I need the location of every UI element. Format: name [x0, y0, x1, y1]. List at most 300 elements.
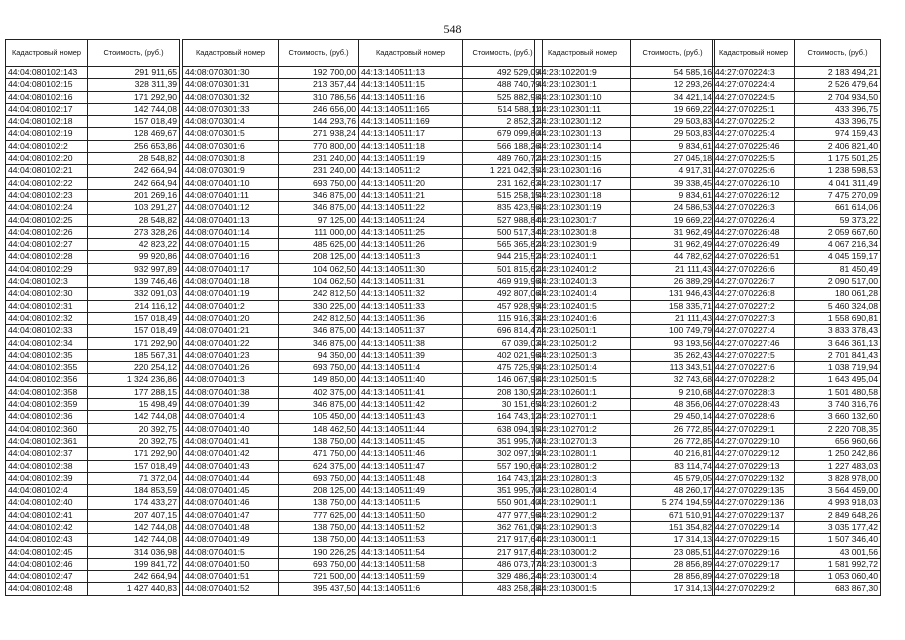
table-row: [713, 251, 881, 263]
cadastral-number-cell: 44:04:080102:361: [6, 435, 88, 447]
cost-cell: 4 993 918,03: [795, 497, 881, 509]
table-row: [535, 509, 715, 521]
cadastral-number-cell: 44:04:080102:26: [6, 226, 88, 238]
table-row: [713, 460, 881, 472]
cost-cell: 208 125,00: [279, 251, 359, 263]
table-row: [359, 79, 543, 91]
table-row: [535, 374, 715, 386]
cadastral-number-cell: 44:08:070401:11: [183, 189, 279, 201]
table-row: [535, 534, 715, 546]
cost-cell: 103 291,27: [88, 202, 180, 214]
cost-cell: 475 725,99: [463, 362, 543, 374]
table-row: [535, 300, 715, 312]
header-cadastral-number: Кадастровый номер: [535, 40, 631, 67]
table-row: [713, 583, 881, 595]
table-row: [183, 312, 359, 324]
table-row: [183, 337, 359, 349]
cost-cell: 256 653,86: [88, 140, 180, 152]
cost-cell: 721 500,00: [279, 571, 359, 583]
cadastral-number-cell: 44:04:080102:359: [6, 399, 88, 411]
cadastral-number-cell: 44:13:140511:33: [359, 300, 463, 312]
cost-cell: 932 997,89: [88, 263, 180, 275]
table-row: [6, 558, 180, 570]
table-row: [713, 67, 881, 79]
cost-cell: 471 750,00: [279, 448, 359, 460]
cadastral-number-cell: 44:13:140511:19: [359, 153, 463, 165]
table-row: [535, 521, 715, 533]
table-header: [6, 40, 180, 67]
table-row: [6, 103, 180, 115]
cadastral-number-cell: 44:08:070401:38: [183, 386, 279, 398]
table-row: [713, 128, 881, 140]
cadastral-number-cell: 44:23:102301:19: [535, 202, 631, 214]
cost-cell: 9 210,68: [631, 386, 715, 398]
cost-cell: 2 220 708,35: [795, 423, 881, 435]
cost-cell: 483 258,28: [463, 583, 543, 595]
cadastral-number-cell: 44:04:080102:15: [6, 79, 88, 91]
cost-table-5: [712, 39, 881, 596]
table-row: [359, 189, 543, 201]
cost-cell: 9 834,61: [631, 140, 715, 152]
table-row: [713, 214, 881, 226]
page-number: 548: [443, 22, 462, 36]
cost-cell: 557 190,60: [463, 460, 543, 472]
cost-cell: 174 433,27: [88, 497, 180, 509]
cadastral-number-cell: 44:23:103001:3: [535, 558, 631, 570]
cadastral-number-cell: 44:08:070401:49: [183, 534, 279, 546]
table-row: [535, 67, 715, 79]
cost-cell: 1 227 483,03: [795, 460, 881, 472]
table-row: [535, 460, 715, 472]
cost-cell: 29 503,83: [631, 116, 715, 128]
table-row: [6, 251, 180, 263]
table-row: [359, 312, 543, 324]
cadastral-number-cell: 44:27:070229:2: [713, 583, 795, 595]
cost-cell: 242 812,50: [279, 288, 359, 300]
cost-cell: 514 588,11: [463, 103, 543, 115]
cost-cell: 128 469,67: [88, 128, 180, 140]
cost-cell: 111 000,00: [279, 226, 359, 238]
cost-cell: 5 274 194,59: [631, 497, 715, 509]
cadastral-number-cell: 44:27:070226:48: [713, 226, 795, 238]
cadastral-number-cell: 44:13:140511:53: [359, 534, 463, 546]
cadastral-number-cell: 44:23:102301:11: [535, 103, 631, 115]
table-row: [713, 521, 881, 533]
cost-cell: 565 365,82: [463, 239, 543, 251]
cadastral-number-cell: 44:23:102901:3: [535, 521, 631, 533]
cost-cell: 9 834,61: [631, 189, 715, 201]
table-row: [183, 374, 359, 386]
table-row: [359, 411, 543, 423]
table-row: [713, 300, 881, 312]
cadastral-number-cell: 44:04:080102:45: [6, 546, 88, 558]
cost-cell: 2 701 841,43: [795, 349, 881, 361]
cost-cell: 351 995,70: [463, 435, 543, 447]
cadastral-number-cell: 44:27:070229:137: [713, 509, 795, 521]
table-row: [6, 189, 180, 201]
table-row: [359, 67, 543, 79]
cost-cell: 488 740,79: [463, 79, 543, 91]
cadastral-number-cell: 44:04:080102:46: [6, 558, 88, 570]
cadastral-number-cell: 44:08:070401:40: [183, 423, 279, 435]
table-row: [6, 214, 180, 226]
cadastral-number-cell: 44:13:140511:20: [359, 177, 463, 189]
header-cadastral-number: Кадастровый номер: [359, 40, 463, 67]
cost-cell: 164 743,12: [463, 411, 543, 423]
cadastral-number-cell: 44:23:102301:18: [535, 189, 631, 201]
cost-cell: 144 293,76: [279, 116, 359, 128]
cadastral-number-cell: 44:04:080102:3: [6, 276, 88, 288]
header-cost: Стоимость, (руб.): [463, 40, 543, 67]
cadastral-number-cell: 44:27:070227:5: [713, 349, 795, 361]
table-row: [6, 472, 180, 484]
table-row: [713, 435, 881, 447]
cadastral-number-cell: 44:23:102301:17: [535, 177, 631, 189]
table-header: [183, 40, 359, 67]
cadastral-number-cell: 44:27:070228:6: [713, 411, 795, 423]
cadastral-number-cell: 44:13:140511:26: [359, 239, 463, 251]
table-row: [713, 386, 881, 398]
table-row: [713, 91, 881, 103]
cost-cell: 2 849 648,26: [795, 509, 881, 521]
cost-cell: 835 423,56: [463, 202, 543, 214]
cost-cell: 220 254,12: [88, 362, 180, 374]
cost-cell: 346 875,00: [279, 337, 359, 349]
cost-cell: 138 750,00: [279, 521, 359, 533]
cost-cell: 149 850,00: [279, 374, 359, 386]
table-row: [713, 349, 881, 361]
cadastral-number-cell: 44:08:070301:32: [183, 91, 279, 103]
cadastral-number-cell: 44:27:070224:5: [713, 91, 795, 103]
table-row: [183, 411, 359, 423]
cadastral-number-cell: 44:23:102501:1: [535, 325, 631, 337]
cadastral-number-cell: 44:08:070301:9: [183, 165, 279, 177]
table-row: [359, 202, 543, 214]
cost-cell: 32 743,68: [631, 374, 715, 386]
cadastral-number-cell: 44:23:103001:2: [535, 546, 631, 558]
cadastral-number-cell: 44:23:102401:4: [535, 288, 631, 300]
cost-cell: 97 125,00: [279, 214, 359, 226]
cost-cell: 477 977,96: [463, 509, 543, 521]
cadastral-number-cell: 44:13:140511:38: [359, 337, 463, 349]
cadastral-number-cell: 44:23:102501:3: [535, 349, 631, 361]
table-row: [535, 288, 715, 300]
cost-cell: 67 039,03: [463, 337, 543, 349]
cost-cell: 131 946,43: [631, 288, 715, 300]
cost-cell: 59 373,22: [795, 214, 881, 226]
cost-cell: 2 526 479,64: [795, 79, 881, 91]
cost-cell: 693 750,00: [279, 177, 359, 189]
table-row: [6, 583, 180, 595]
cost-cell: 29 450,14: [631, 411, 715, 423]
table-row: [535, 362, 715, 374]
table-row: [183, 472, 359, 484]
table-row: [359, 263, 543, 275]
table-row: [359, 472, 543, 484]
cadastral-number-cell: 44:08:070401:47: [183, 509, 279, 521]
cost-cell: 693 750,00: [279, 362, 359, 374]
cadastral-number-cell: 44:27:070229:135: [713, 485, 795, 497]
table-row: [6, 276, 180, 288]
table-row: [359, 153, 543, 165]
cost-cell: 501 815,62: [463, 263, 543, 275]
table-row: [713, 325, 881, 337]
cadastral-number-cell: 44:13:140511:16: [359, 91, 463, 103]
cost-cell: 2 059 667,60: [795, 226, 881, 238]
table-row: [359, 251, 543, 263]
cadastral-number-cell: 44:27:070226:7: [713, 276, 795, 288]
cadastral-number-cell: 44:04:080102:358: [6, 386, 88, 398]
cadastral-number-cell: 44:13:140511:45: [359, 435, 463, 447]
table-row: [535, 337, 715, 349]
cost-cell: 395 437,50: [279, 583, 359, 595]
table-row: [535, 546, 715, 558]
table-row: [535, 399, 715, 411]
table-row: [713, 337, 881, 349]
cadastral-number-cell: 44:08:070401:15: [183, 239, 279, 251]
table-row: [183, 300, 359, 312]
cadastral-number-cell: 44:27:070225:46: [713, 140, 795, 152]
cadastral-number-cell: 44:23:102301:8: [535, 226, 631, 238]
table-row: [183, 571, 359, 583]
table-row: [713, 239, 881, 251]
table-row: [535, 312, 715, 324]
table-row: [6, 448, 180, 460]
table-row: [6, 226, 180, 238]
cost-cell: 1 038 719,94: [795, 362, 881, 374]
table-row: [535, 411, 715, 423]
cost-cell: 26 772,85: [631, 435, 715, 447]
table-row: [6, 263, 180, 275]
cost-cell: 158 335,71: [631, 300, 715, 312]
cadastral-number-cell: 44:23:102401:1: [535, 251, 631, 263]
header-cost: Стоимость, (руб.): [279, 40, 359, 67]
cost-cell: 231 240,00: [279, 153, 359, 165]
table-row: [535, 140, 715, 152]
cadastral-number-cell: 44:04:080102:30: [6, 288, 88, 300]
cadastral-number-cell: 44:08:070301:30: [183, 67, 279, 79]
table-row: [6, 116, 180, 128]
cadastral-number-cell: 44:27:070229:136: [713, 497, 795, 509]
cadastral-number-cell: 44:27:070229:14: [713, 521, 795, 533]
cadastral-number-cell: 44:23:102301:9: [535, 239, 631, 251]
cadastral-number-cell: 44:13:140511:5: [359, 497, 463, 509]
cadastral-number-cell: 44:13:140511:22: [359, 202, 463, 214]
cadastral-number-cell: 44:08:070301:5: [183, 128, 279, 140]
cadastral-number-cell: 44:13:140511:37: [359, 325, 463, 337]
cost-cell: 157 018,49: [88, 116, 180, 128]
cost-cell: 1 643 495,04: [795, 374, 881, 386]
cadastral-number-cell: 44:04:080102:360: [6, 423, 88, 435]
cadastral-number-cell: 44:23:103001:5: [535, 583, 631, 595]
cost-cell: 5 460 324,08: [795, 300, 881, 312]
cadastral-number-cell: 44:04:080102:48: [6, 583, 88, 595]
cost-cell: 433 396,75: [795, 103, 881, 115]
cost-cell: 2 406 821,40: [795, 140, 881, 152]
cost-cell: 2 090 517,00: [795, 276, 881, 288]
cost-cell: 139 746,46: [88, 276, 180, 288]
cadastral-number-cell: 44:23:102401:3: [535, 276, 631, 288]
header-cadastral-number: Кадастровый номер: [183, 40, 279, 67]
cost-cell: 24 586,53: [631, 202, 715, 214]
cadastral-number-cell: 44:23:102701:2: [535, 423, 631, 435]
cost-cell: 3 660 132,60: [795, 411, 881, 423]
cost-cell: 104 062,50: [279, 263, 359, 275]
cadastral-number-cell: 44:23:102701:1: [535, 411, 631, 423]
cadastral-number-cell: 44:04:080102:19: [6, 128, 88, 140]
table-row: [6, 67, 180, 79]
cadastral-number-cell: 44:04:080102:28: [6, 251, 88, 263]
cost-cell: 190 226,25: [279, 546, 359, 558]
cost-cell: 291 911,65: [88, 67, 180, 79]
table-row: [6, 509, 180, 521]
cadastral-number-cell: 44:08:070401:10: [183, 177, 279, 189]
cost-cell: 1 581 992,72: [795, 558, 881, 570]
cadastral-number-cell: 44:23:102801:1: [535, 448, 631, 460]
cost-cell: 54 585,16: [631, 67, 715, 79]
cadastral-number-cell: 44:23:102801:2: [535, 460, 631, 472]
table-row: [359, 288, 543, 300]
cost-cell: 26 389,29: [631, 276, 715, 288]
table-row: [183, 460, 359, 472]
table-row: [535, 251, 715, 263]
cost-cell: 777 625,00: [279, 509, 359, 521]
table-row: [713, 276, 881, 288]
table-row: [535, 153, 715, 165]
table-row: [183, 251, 359, 263]
cadastral-number-cell: 44:23:102301:16: [535, 165, 631, 177]
cadastral-number-cell: 44:08:070401:13: [183, 214, 279, 226]
cost-cell: 151 354,82: [631, 521, 715, 533]
cost-cell: 485 625,00: [279, 239, 359, 251]
table-row: [359, 214, 543, 226]
cost-cell: 157 018,49: [88, 312, 180, 324]
cost-cell: 171 292,90: [88, 448, 180, 460]
table-row: [6, 79, 180, 91]
table-row: [535, 497, 715, 509]
table-row: [6, 411, 180, 423]
table-header: [359, 40, 543, 67]
table-row: [359, 239, 543, 251]
table-row: [713, 153, 881, 165]
header-cadastral-number: Кадастровый номер: [713, 40, 795, 67]
cost-cell: 199 841,72: [88, 558, 180, 570]
table-row: [6, 571, 180, 583]
cadastral-number-cell: 44:23:102501:2: [535, 337, 631, 349]
cost-cell: 142 744,08: [88, 411, 180, 423]
cadastral-number-cell: 44:23:102301:10: [535, 91, 631, 103]
table-row: [183, 103, 359, 115]
table-row: [535, 558, 715, 570]
table-row: [6, 312, 180, 324]
cost-cell: 171 292,90: [88, 337, 180, 349]
cost-cell: 1 221 042,35: [463, 165, 543, 177]
cost-cell: 242 664,94: [88, 571, 180, 583]
cost-cell: 310 786,56: [279, 91, 359, 103]
table-row: [6, 546, 180, 558]
cadastral-number-cell: 44:27:070226:4: [713, 214, 795, 226]
cost-cell: 34 421,14: [631, 91, 715, 103]
cost-cell: 28 856,89: [631, 571, 715, 583]
cadastral-number-cell: 44:04:080102:355: [6, 362, 88, 374]
cadastral-number-cell: 44:08:070301:31: [183, 79, 279, 91]
cadastral-number-cell: 44:04:080102:2: [6, 140, 88, 152]
table-row: [6, 423, 180, 435]
table-row: [183, 226, 359, 238]
table-row: [359, 362, 543, 374]
cost-cell: 42 823,22: [88, 239, 180, 251]
cost-cell: 527 988,84: [463, 214, 543, 226]
header-cadastral-number: Кадастровый номер: [6, 40, 88, 67]
cadastral-number-cell: 44:13:140511:49: [359, 485, 463, 497]
cost-cell: 974 159,43: [795, 128, 881, 140]
cost-cell: 93 193,56: [631, 337, 715, 349]
table-row: [183, 386, 359, 398]
cadastral-number-cell: 44:27:070227:4: [713, 325, 795, 337]
table-row: [535, 226, 715, 238]
cadastral-number-cell: 44:23:103001:1: [535, 534, 631, 546]
cost-cell: 157 018,49: [88, 460, 180, 472]
table-row: [535, 472, 715, 484]
cadastral-number-cell: 44:04:080102:34: [6, 337, 88, 349]
cadastral-number-cell: 44:13:140511:13: [359, 67, 463, 79]
cadastral-number-cell: 44:13:140511:21: [359, 189, 463, 201]
table-row: [6, 288, 180, 300]
table-row: [713, 165, 881, 177]
table-row: [359, 325, 543, 337]
cadastral-number-cell: 44:13:140511:40: [359, 374, 463, 386]
cost-cell: 1 507 346,40: [795, 534, 881, 546]
cost-cell: 28 548,82: [88, 153, 180, 165]
table-row: [535, 239, 715, 251]
cadastral-number-cell: 44:08:070401:16: [183, 251, 279, 263]
cost-cell: 4 045 159,17: [795, 251, 881, 263]
table-row: [359, 128, 543, 140]
cost-cell: 81 450,49: [795, 263, 881, 275]
table-row: [6, 399, 180, 411]
cost-cell: 217 917,64: [463, 546, 543, 558]
cost-cell: 500 517,34: [463, 226, 543, 238]
cadastral-number-cell: 44:13:140511:32: [359, 288, 463, 300]
table-row: [359, 300, 543, 312]
cadastral-number-cell: 44:04:080102:24: [6, 202, 88, 214]
cadastral-number-cell: 44:13:140511:58: [359, 558, 463, 570]
cost-cell: 113 343,51: [631, 362, 715, 374]
cost-cell: 28 856,89: [631, 558, 715, 570]
cost-cell: 48 356,06: [631, 399, 715, 411]
cost-cell: 148 462,50: [279, 423, 359, 435]
table-row: [183, 128, 359, 140]
table-row: [6, 153, 180, 165]
cost-cell: 40 216,81: [631, 448, 715, 460]
cost-cell: 164 743,12: [463, 472, 543, 484]
cadastral-number-cell: 44:13:140511:47: [359, 460, 463, 472]
cost-cell: 142 744,08: [88, 103, 180, 115]
cost-cell: 185 567,31: [88, 349, 180, 361]
cadastral-number-cell: 44:23:102301:12: [535, 116, 631, 128]
cadastral-number-cell: 44:04:080102:36: [6, 411, 88, 423]
cadastral-number-cell: 44:08:070401:3: [183, 374, 279, 386]
cost-table-4: [534, 39, 715, 596]
cadastral-number-cell: 44:13:140511:42: [359, 399, 463, 411]
cadastral-number-cell: 44:08:070301:4: [183, 116, 279, 128]
table-row: [6, 534, 180, 546]
table-row: [183, 497, 359, 509]
cadastral-number-cell: 44:08:070401:43: [183, 460, 279, 472]
table-row: [359, 177, 543, 189]
table-row: [183, 276, 359, 288]
cost-cell: 469 919,96: [463, 276, 543, 288]
